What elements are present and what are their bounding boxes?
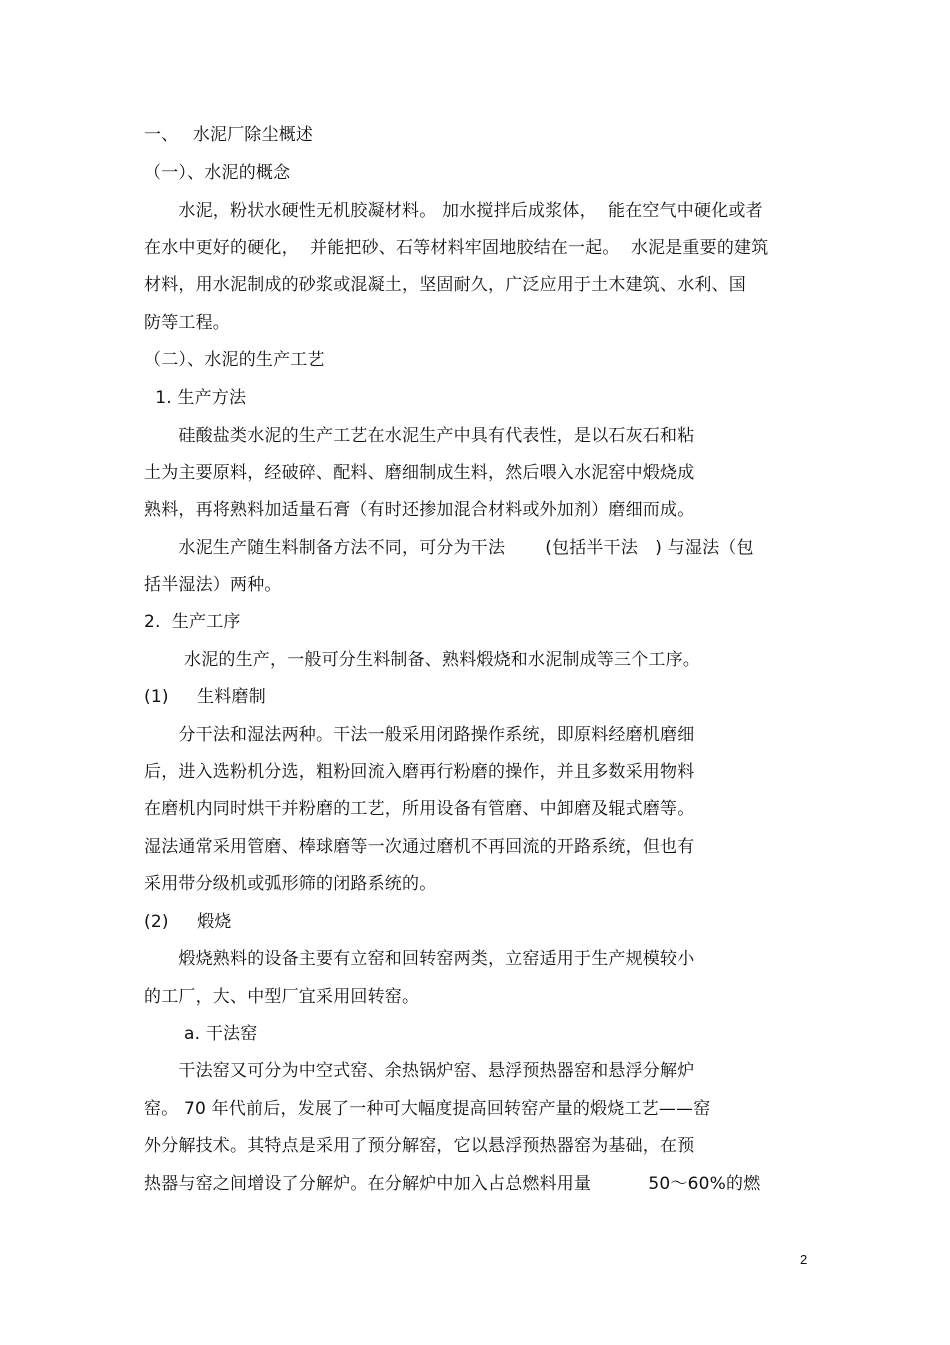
paragraph-line: 硅酸盐类水泥的生产工艺在水泥生产中具有代表性，是以石灰石和粘 [144, 426, 695, 446]
paragraph-line: 采用带分级机或弧形筛的闭路系统的。 [144, 874, 437, 894]
paragraph-line: 后，进入选粉机分选，粗粉回流入磨再行粉磨的操作，并且多数采用物料 [144, 762, 695, 782]
subheading: 1. 生产方法 [144, 388, 247, 408]
heading-1: 一、 水泥厂除尘概述 [144, 125, 314, 145]
subheading: (2) 煅烧 [144, 912, 232, 932]
paragraph-line: 的工厂，大、中型厂宜采用回转窑。 [144, 987, 420, 1007]
paragraph-line: 湿法通常采用管磨、棒球磨等一次通过磨机不再回流的开路系统，但也有 [144, 837, 695, 857]
paragraph-line: 材料，用水泥制成的砂浆或混凝土，坚固耐久，广泛应用于土木建筑、水利、国 [144, 275, 746, 295]
paragraph-line: 括半湿法）两种。 [144, 575, 282, 595]
page-number: 2 [800, 1252, 808, 1267]
paragraph-line: 水泥生产随生料制备方法不同，可分为干法 (包括半干法 ) 与湿法（包 [144, 538, 754, 558]
paragraph-line: 外分解技术。其特点是采用了预分解窑，它以悬浮预热器窑为基础，在预 [144, 1136, 695, 1156]
paragraph-line: 熟料，再将熟料加适量石膏（有时还掺加混合材料或外加剂）磨细而成。 [144, 500, 695, 520]
paragraph-line: 在水中更好的硬化， 并能把砂、石等材料牢固地胶结在一起。 水泥是重要的建筑 [144, 238, 769, 258]
paragraph-line: 水泥，粉状水硬性无机胶凝材料。 加水搅拌后成浆体， 能在空气中硬化或者 [144, 201, 763, 221]
paragraph-line: 干法窑又可分为中空式窑、余热锅炉窑、悬浮预热器窑和悬浮分解炉 [144, 1061, 695, 1081]
subheading: (1) 生料磨制 [144, 687, 266, 707]
paragraph-line: 防等工程。 [144, 313, 230, 333]
subheading: 2. 生产工序 [144, 612, 241, 632]
paragraph-line: 土为主要原料，经破碎、配料、磨细制成生料，然后喂入水泥窑中煅烧成 [144, 463, 695, 483]
heading-1-1: （一）、水泥的概念 [144, 163, 291, 183]
heading-1-2: （二）、水泥的生产工艺 [144, 350, 325, 370]
paragraph-line: 水泥的生产，一般可分生料制备、熟料煅烧和水泥制成等三个工序。 [144, 650, 701, 670]
paragraph-line: 窑。 70 年代前后，发展了一种可大幅度提高回转窑产量的煅烧工艺——窑 [144, 1099, 711, 1119]
paragraph-line: 煅烧熟料的设备主要有立窑和回转窑两类，立窑适用于生产规模较小 [144, 949, 695, 969]
subheading: a. 干法窑 [144, 1024, 258, 1044]
paragraph-line: 热器与窑之间增设了分解炉。在分解炉中加入占总燃料用量 50～60%的燃 [144, 1174, 761, 1194]
paragraph-line: 分干法和湿法两种。干法一般采用闭路操作系统，即原料经磨机磨细 [144, 725, 695, 745]
paragraph-line: 在磨机内同时烘干并粉磨的工艺，所用设备有管磨、中卸磨及辊式磨等。 [144, 799, 695, 819]
